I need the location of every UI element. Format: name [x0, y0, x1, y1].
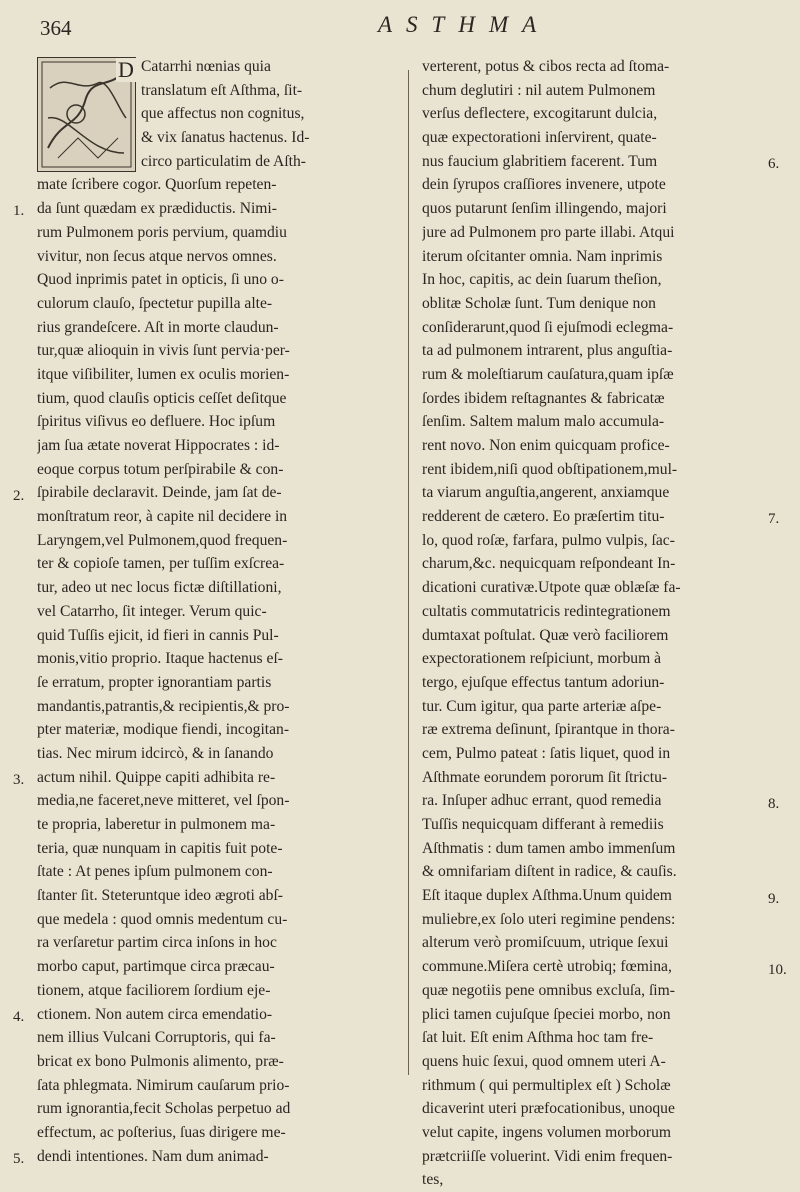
text-line: media,ne faceret,neve mitteret, vel ſpon- [37, 792, 290, 810]
text-line: dein ſyrupos craſſiores invenere, utpote [422, 176, 666, 194]
text-line: dicaverint uteri præfocationibus, unoque [422, 1100, 675, 1118]
text-line: jure ad Pulmonem pro parte illabi. Atqui [422, 223, 675, 241]
text-line: Tuſſis nequicquam differant à remediis [422, 816, 664, 833]
text-line: dicationi curativæ.Utpote quæ oblæſæ fa- [422, 579, 681, 597]
text-line: quæ expectorationi inſervirent, quate- [422, 129, 657, 147]
text-line: lo, quod roſæ, farfara, pulmo vulpis, ſac- [422, 531, 675, 549]
text-line: itque viſibiliter, lumen ex oculis morien- [37, 365, 290, 383]
text-line: rum Pulmonem poris pervium, quamdiu [37, 223, 287, 241]
column-divider [408, 70, 409, 1075]
text-line: ſpirabile declaravit. Deinde, jam ſat de- [37, 484, 282, 502]
text-line: morbo caput, partimque circa præcau- [37, 958, 275, 976]
text-line: plici tamen cujuſque ſpeciei morbo, non [422, 1005, 671, 1023]
text-line: bricat ex bono Pulmonis alimento, præ- [37, 1052, 284, 1070]
text-line: cultatis commutatricis redintegrationem [422, 602, 671, 620]
text-line: nus faucium glabritiem facerent. Tum [422, 152, 658, 170]
text-line: actum nihil. Quippe capiti adhibita re- [37, 768, 276, 786]
text-line: tur, adeo ut nec locus fictæ diſtillationi, [37, 579, 282, 597]
marginal-section-number: 1. [13, 203, 25, 220]
text-line: rum ignorantia,fecit Scholas perpetuo ad [37, 1100, 291, 1118]
text-line: ra. Inſuper adhuc errant, quod remedia [422, 792, 662, 810]
text-line: tergo, ejuſque effectus tantum adoriun- [422, 673, 665, 691]
text-line: Aſthmate eorundem pororum ſit ſtrictu- [422, 768, 668, 786]
text-line: ræ extrema deſinunt, ſpirantque in thora- [422, 721, 675, 739]
text-line: redderent de cætero. Eo præſertim titu- [422, 508, 665, 526]
text-line: charum,&c. nequicquam reſpondeant In- [422, 555, 676, 573]
text-line: monis,vitio proprio. Itaque hactenus eſ- [37, 650, 283, 668]
text-line: tur,quæ alioquin in vivis ſunt pervia·per- [37, 342, 290, 360]
running-head: ASTHMA [378, 12, 551, 37]
text-line: pter materiæ, modique fiendi, incogitan- [37, 721, 290, 739]
marginal-section-number: 10. [768, 961, 787, 978]
text-line: Aſthmatis : dum tamen ambo immenſum [422, 839, 676, 857]
text-line: jam ſua ætate noverat Hippocrates : id- [37, 437, 280, 454]
text-line: tionem, atque faciliorem ſordium eje- [37, 981, 271, 999]
right-column [422, 55, 787, 1192]
text-line: rum & moleſtiarum cauſatura,quam ipſæ [422, 365, 674, 383]
marginal-section-number: 4. [13, 1009, 25, 1025]
text-line: ſe erratum, propter ignorantiam partis [37, 673, 272, 691]
page-number: 364 [40, 16, 72, 40]
text-line: oblitæ Scholæ ſunt. Tum denique non [422, 294, 656, 312]
text-line: ſtate : At penes ipſum pulmonem con- [37, 863, 273, 881]
text-line: ter & copioſe tamen, per tuſſim exſcrea- [37, 555, 285, 573]
text-line: mate ſcribere cogor. Quorſum repeten- [37, 176, 277, 194]
drop-cap-letter: D [118, 57, 134, 82]
text-line: Quod inprimis patet in opticis, ſi uno o- [37, 271, 284, 289]
text-line: ra verſaretur partim circa inſons in hoc [37, 934, 277, 952]
text-line: te propria, laberetur in pulmonem ma- [37, 816, 276, 833]
text-line: & omnifariam diſtent in radice, & cauſis. [422, 863, 677, 881]
text-line: vel Catarrho, ſit integer. Verum quic- [37, 602, 267, 620]
text-line: vivitur, non ſecus atque nervos omnes. [37, 247, 277, 265]
marginal-section-number: 6. [768, 155, 780, 172]
left-column [13, 55, 399, 1168]
text-line: ſenſim. Saltem malum malo accumula- [422, 413, 665, 431]
text-line: & vix ſanatus hactenus. Id- [141, 129, 310, 147]
text-line: ctionem. Non autem circa emendatio- [37, 1005, 273, 1023]
text-line: nem illius Vulcani Corruptoris, qui fa- [37, 1029, 276, 1047]
text-line: Laryngem,vel Pulmonem,quod frequen- [37, 531, 288, 549]
text-line: ſtanter ſit. Steteruntque ideo ægroti abſ- [37, 887, 283, 905]
text-line: ſpiritus viſivus eo defluere. Hoc ipſum [37, 413, 276, 431]
marginal-section-number: 8. [768, 795, 780, 812]
text-line: ta viarum anguſtia,angerent, anxiamque [422, 484, 670, 502]
marginal-section-number: 2. [13, 487, 25, 504]
text-line: mandantis,patrantis,& recipientis,& pro- [37, 697, 290, 715]
text-line: quid Tuſſis ejicit, id fieri in cannis Pul- [37, 626, 279, 644]
text-line: dendi intentiones. Nam dum animad- [37, 1147, 269, 1165]
text-line: velut capite, ingens volumen morborum [422, 1123, 672, 1141]
text-line: circo particulatim de Aſth- [141, 152, 306, 170]
text-line: ſat luit. Eſt enim Aſthma hoc tam fre- [422, 1029, 654, 1047]
text-line: tur. Cum igitur, qua parte arteriæ aſpe- [422, 697, 662, 715]
text-line: conſiderarunt,quod ſi ejuſmodi eclegma- [422, 318, 674, 336]
text-line: dumtaxat poſtulat. Quæ verò faciliorem [422, 626, 669, 644]
text-line: translatum eſt Aſthma, ſit- [141, 81, 303, 99]
text-line: rent ibidem,niſi quod obſtipationem,mul- [422, 460, 678, 478]
page-header [0, 10, 800, 50]
text-line: culorum clauſo, ſpectetur pupilla alte- [37, 294, 273, 312]
text-line: quos putarunt ſenſim illingendo, majori [422, 200, 667, 218]
text-line: In hoc, capitis, ac dein ſuarum theſion, [422, 271, 662, 289]
text-line: tias. Nec mirum idcircò, & in ſanando [37, 744, 274, 762]
text-line: teria, quæ nunquam in capitis fuit pote- [37, 839, 283, 857]
text-line: Eſt itaque duplex Aſthma.Unum quidem [422, 887, 672, 905]
text-line: que affectus non cognitus, [141, 105, 305, 123]
text-line: cem, Pulmo pateat : ſatis liquet, quod in [422, 744, 671, 762]
marginal-section-number: 3. [13, 772, 25, 788]
text-line: tium, quod clauſis opticis ceſſet deſitque [37, 389, 287, 407]
marginal-section-number: 5. [13, 1151, 25, 1168]
text-line: monſtratum reor, à capite nil decidere in [37, 508, 288, 526]
text-line: verſus deflectere, excogitarunt dulcia, [422, 105, 658, 123]
ornamental-initial-icon [37, 57, 136, 172]
text-line: alterum verò promiſcuum, utrique ſexui [422, 934, 669, 952]
text-line: da ſunt quædam ex prædiductis. Nimi- [37, 200, 277, 218]
text-line: que medela : quod omnis medentum cu- [37, 910, 288, 928]
text-line: muliebre,ex ſolo uteri regimine pendens: [422, 910, 676, 928]
text-line: quens huic ſexui, quod omnem uteri A- [422, 1052, 666, 1070]
marginal-section-number: 9. [768, 890, 780, 907]
text-line: rius grandeſcere. Aſt in morte claudun- [37, 318, 279, 336]
text-line: rent novo. Non enim quicquam profice- [422, 437, 670, 454]
text-line: ta ad pulmonem intrarent, plus anguſtia- [422, 342, 673, 360]
text-line: rithmum ( qui permultiplex eſt ) Scholæ [422, 1076, 671, 1094]
text-line: expectorationem reſpiciunt, morbum à [422, 650, 662, 668]
text-line: iterum oſcitanter omnia. Nam inprimis [422, 247, 663, 265]
text-line: ſata phlegmata. Nimirum cauſarum prio- [37, 1076, 290, 1094]
marginal-section-number: 7. [768, 511, 780, 528]
text-line: Catarrhi nœnias quia [141, 58, 271, 75]
text-line: commune.Miſera certè utrobiq; fœmina, [422, 958, 672, 976]
text-line: effectum, ac poſterius, ſuas dirigere me- [37, 1123, 286, 1141]
text-line: ſordes ibidem reſtagnantes & fabricatæ [422, 389, 665, 407]
text-line: chum deglutiri : nil autem Pulmonem [422, 81, 656, 99]
text-line: verterent, potus & cibos recta ad ſtoma- [422, 58, 670, 75]
text-line: quæ negotiis pene omnibus excluſa, ſim- [422, 981, 675, 999]
text-line: tes, [422, 1171, 444, 1189]
text-line: eoque corpus totum perſpirabile & con- [37, 460, 284, 478]
text-line: prætcriiſſe voluerint. Vidi enim frequen- [422, 1147, 673, 1165]
